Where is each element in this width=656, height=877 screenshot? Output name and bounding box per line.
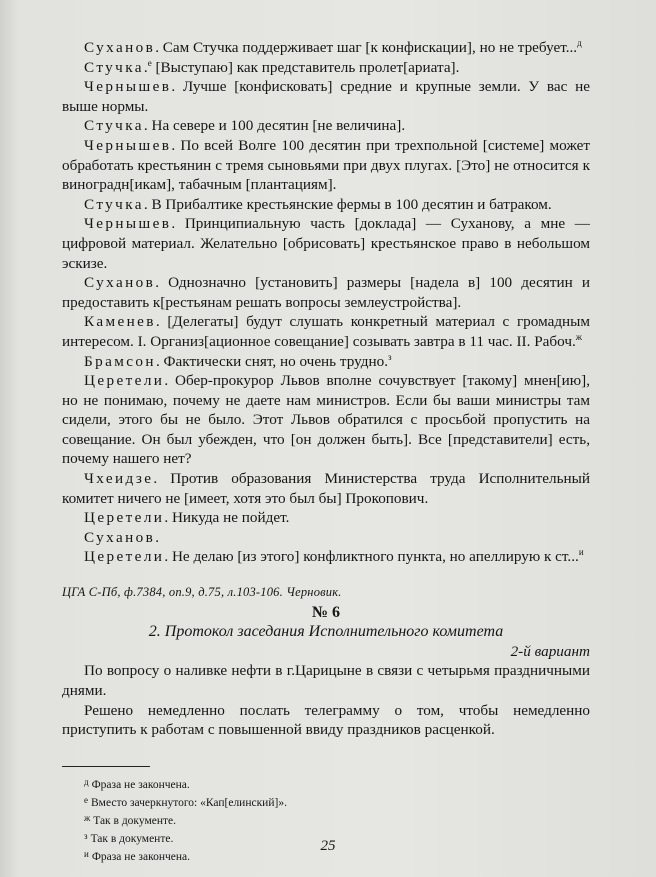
speaker-name: Стучка <box>84 195 144 213</box>
speech-text: . В Прибалтике крестьянские фермы в 100 десятин и батраком. <box>143 195 552 213</box>
speech-text: . [Делегаты] будут слушать конкретный материал с громадным интересом. I. Организ[ационное совещание] созывать завтра в 11 час. II. Рабоч. <box>62 313 590 350</box>
speech-text: . Принципиальную часть [доклада] — Суханову, а мне — цифровой материал. Желательно [обрисовать] крестьянское право в небольшом эскизе. <box>62 215 590 272</box>
paragraph-speech-14 <box>62 528 590 548</box>
footnote-mark: д <box>84 776 89 787</box>
speaker-name: Церетели <box>84 509 165 527</box>
paragraph-speech-2 <box>62 58 590 78</box>
paragraph-speech-1 <box>62 38 590 58</box>
speaker-name: Каменев <box>84 313 156 331</box>
speaker-name: Церетели <box>84 548 165 566</box>
speaker-name: Суханов <box>84 39 156 56</box>
speaker-name: Церетели <box>84 372 165 390</box>
speaker-name: Стучка <box>84 58 144 76</box>
footnote-ref: е <box>147 57 152 68</box>
footnote-mark: з <box>84 830 88 841</box>
footnote-mark: е <box>84 794 88 805</box>
footnote-ref: и <box>578 547 584 558</box>
document-number: № 6 <box>311 603 341 621</box>
body-paragraph: По вопросу о наливке нефти в г.Царицыне в связи с четырьмя праздничными днями. <box>62 662 590 699</box>
document-title: 2. Протокол заседания Исполнительного комитета <box>148 623 504 641</box>
page-content <box>62 38 590 865</box>
paragraph-speech-15 <box>62 547 590 567</box>
paragraph-speech-9 <box>62 312 590 351</box>
paragraph-speech-10 <box>62 352 590 372</box>
footnote-ref: д <box>577 37 582 48</box>
footnote <box>62 775 590 793</box>
paragraph-speech-11 <box>62 371 590 469</box>
footnote-ref: з <box>388 351 392 362</box>
speech-text: . Лучше [конфисковать] средние и крупные земли. У вас не выше нормы. <box>62 78 590 115</box>
footnote-ref: ж <box>575 331 582 342</box>
archive-source: ЦГА С-Пб, ф.7384, оп.9, д.75, л.103-106. Черновик. <box>62 585 342 600</box>
speech-text: . Однозначно [установить] размеры [надела в] 100 десятин и предоставить к[рестьянам решать вопросы землеустройства]. <box>62 274 590 311</box>
speech-text: [Выступаю] как представитель пролет[ариата]. <box>151 58 460 76</box>
footnote-mark: ж <box>84 812 91 823</box>
paragraph-speech-5 <box>62 136 590 195</box>
variant-label: 2-й вариант <box>510 642 590 660</box>
speech-text: . <box>143 58 148 76</box>
speech-text: . Фактически снят, но очень трудно. <box>155 352 389 370</box>
footnote-divider <box>62 766 150 767</box>
paragraph-speech-6 <box>62 195 590 215</box>
speech-text: . <box>155 528 159 546</box>
paragraph-speech-4 <box>62 116 590 136</box>
speech-text: . По всей Волге 100 десятин при трехпольной [системе] может обработать крестьянин с тремя сыновьями при двух плугах. [Это] не относится к виноградн[икам], табачным [плантациям]. <box>62 136 590 194</box>
footnote-mark: и <box>84 848 89 859</box>
speech-text: . Не делаю [из этого] конфликтного пункта, но апеллирую к ст... <box>164 548 579 566</box>
speech-text: . Против образования Министерства труда Исполнительный комитет ничего не [имеет, хотя это был бы] Прокопович. <box>62 470 590 507</box>
page-number: 25 <box>320 838 336 854</box>
speaker-name: Чхеидзе <box>84 470 154 488</box>
speaker-name: Брамсон <box>84 352 156 370</box>
speech-text: . На севере и 100 десятин [не величина]. <box>143 117 406 135</box>
paragraph-speech-13 <box>62 508 590 528</box>
speaker-name: Суханов <box>84 528 156 546</box>
footnote-text: Вместо зачеркнутого: «Кап[елинский]». <box>91 796 287 809</box>
paragraph-speech-7 <box>62 214 590 273</box>
speech-text: . Сам Стучка поддерживает шаг [к конфискации], но не требует... <box>155 39 578 56</box>
speech-text: . Никуда не пойдет. <box>164 509 290 527</box>
footnote-text: Фраза не закончена. <box>91 850 190 863</box>
speech-text: . Обер-прокурор Львов вполне сочувствует [такому] мнен[ию], но не понимаю, почему не даете нам министров. Если бы ваши министры там сидели, этого бы не было. Этот Львов обратился с просьбой пропустить на совещание. Он был убежден, что [он должен быть]. Все [представители] есть, почему нашего нет? <box>62 372 590 468</box>
speaker-name: Чернышев <box>84 136 172 154</box>
paragraph-speech-3 <box>62 77 590 116</box>
speaker-name: Стучка <box>84 117 144 135</box>
footnote-text: Так в документе. <box>90 832 174 845</box>
footnote <box>62 793 590 811</box>
footnote <box>62 811 590 829</box>
speaker-name: Суханов <box>84 274 156 292</box>
speaker-name: Чернышев <box>84 78 172 96</box>
paragraph-speech-8 <box>62 273 590 312</box>
footnote-text: Фраза не закончена. <box>91 778 190 791</box>
paragraph-speech-12 <box>62 469 590 508</box>
speaker-name: Чернышев <box>84 215 172 233</box>
body-paragraph: Решено немедленно послать телеграмму о том, чтобы немедленно приступить к работам с повышенной ввиду праздников расценкой. <box>62 701 590 739</box>
footnote-text: Так в документе. <box>93 814 176 827</box>
